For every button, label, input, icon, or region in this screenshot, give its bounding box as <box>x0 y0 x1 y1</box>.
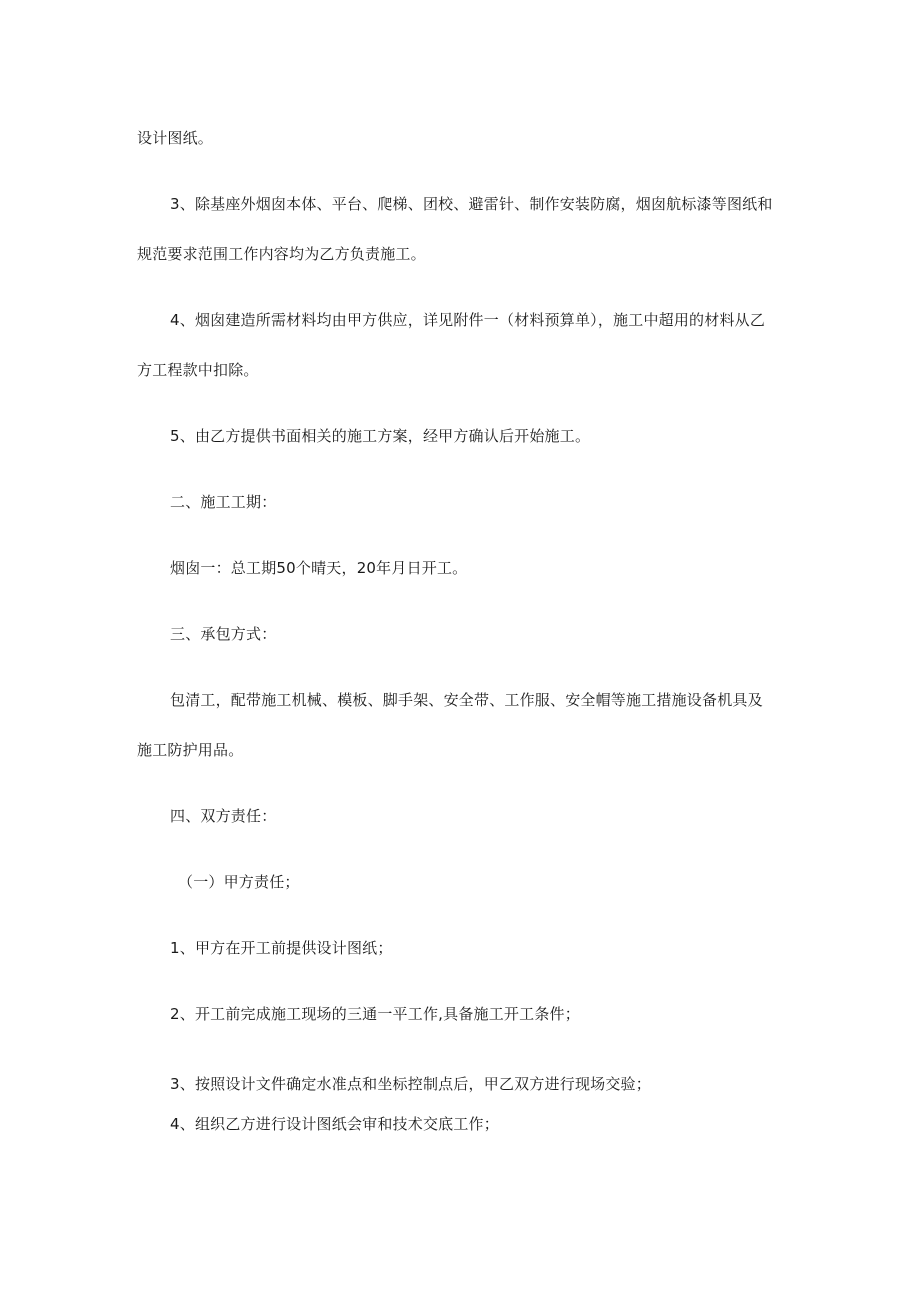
text-line: 规范要求范围工作内容均为乙方负责施工。 <box>137 245 426 263</box>
section-heading: 四、双方责任： <box>170 807 277 825</box>
subsection-heading: （一）甲方责任； <box>178 873 300 891</box>
text-line: 设计图纸。 <box>137 129 214 147</box>
text-line: 5、由乙方提供书面相关的施工方案，经甲方确认后开始施工。 <box>170 427 591 445</box>
text-line: 4、组织乙方进行设计图纸会审和技术交底工作； <box>170 1115 499 1133</box>
text-line: 方工程款中扣除。 <box>137 361 259 379</box>
text-line: 1、甲方在开工前提供设计图纸； <box>170 939 393 957</box>
text-line: 4、烟囱建造所需材料均由甲方供应，详见附件一（材料预算单），施工中超用的材料从乙 <box>170 311 766 329</box>
text-line: 施工防护用品。 <box>137 741 244 759</box>
text-line: 包清工，配带施工机械、模板、脚手架、安全带、工作服、安全帽等施工措施设备机具及 <box>170 691 763 709</box>
text-line: 2、开工前完成施工现场的三通一平工作,具备施工开工条件； <box>170 1005 580 1023</box>
section-heading: 二、施工工期： <box>170 493 277 511</box>
text-line: 3、按照设计文件确定水准点和坐标控制点后，甲乙双方进行现场交验； <box>170 1075 651 1093</box>
text-line: 3、除基座外烟囱本体、平台、爬梯、团校、避雷针、制作安装防腐，烟囱航标漆等图纸和 <box>170 195 773 213</box>
section-heading: 三、承包方式： <box>170 625 277 643</box>
text-line: 烟囱一：总工期50个晴天，20年月日开工。 <box>170 559 468 577</box>
